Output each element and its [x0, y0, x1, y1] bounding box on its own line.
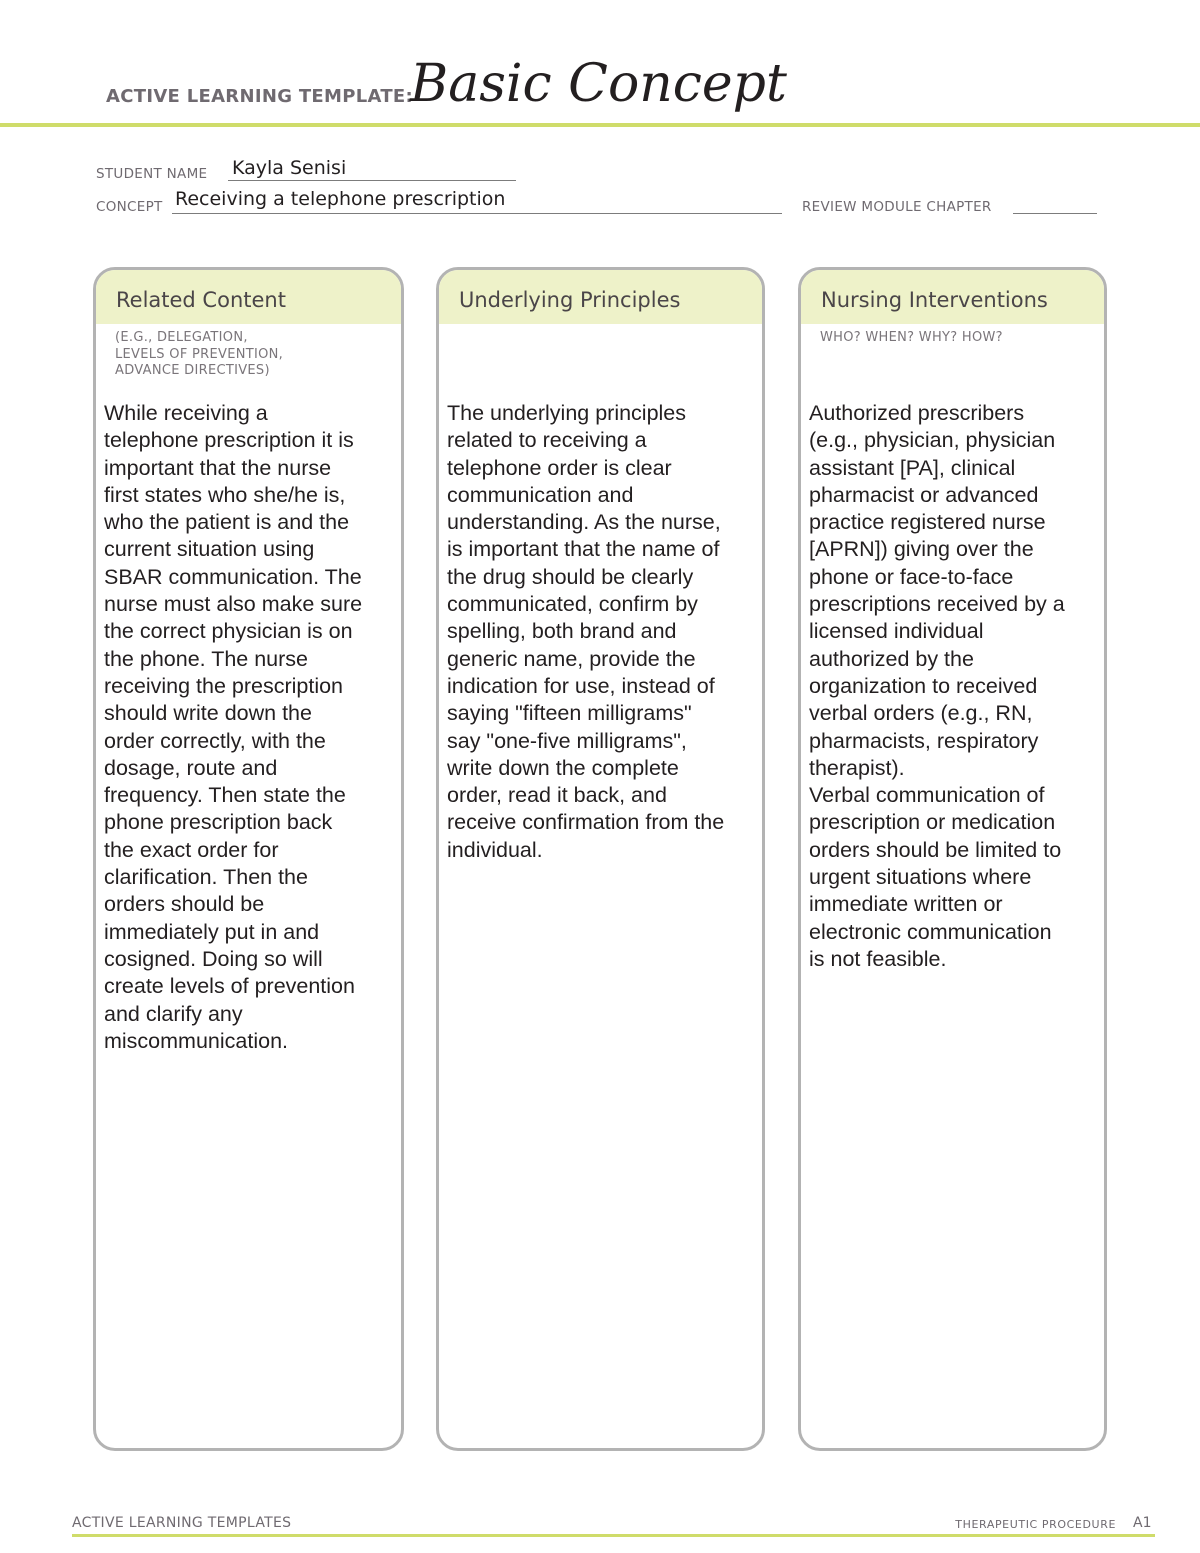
related-content-card — [93, 267, 404, 1451]
review-module-field[interactable] — [1013, 213, 1097, 214]
related-content-text[interactable]: While receiving a telephone prescription it is important that the nurse first states who she/he is, who the patient is and the current situation using SBAR communication. The nurse must also make sure the correct physician is on the phone. The nurse receiving the prescription should write down the order correctly, with the dosage, route and frequency. Then state the phone prescription back the exact order for clarification. Then the orders should be immediately put in and cosigned. Doing so will create levels of prevention and clarify any miscommunication. — [104, 401, 363, 1053]
concept-label: CONCEPT — [96, 199, 163, 215]
footer-page-number: A1 — [1133, 1515, 1152, 1531]
student-name-field[interactable]: Kayla Senisi — [232, 157, 347, 179]
underlying-principles-card — [436, 267, 765, 1451]
student-name-line — [228, 180, 516, 181]
student-name-label: STUDENT NAME — [96, 166, 208, 182]
related-content-hint: (E.G., DELEGATION, LEVELS OF PREVENTION, ADVANCE DIRECTIVES) — [115, 330, 284, 378]
header-divider — [0, 123, 1200, 127]
concept-line — [172, 213, 782, 214]
footer-section-label: THERAPEUTIC PROCEDURE — [955, 1518, 1116, 1531]
nursing-interventions-hint: WHO? WHEN? WHY? HOW? — [820, 330, 1003, 345]
footer-series-label: ACTIVE LEARNING TEMPLATES — [72, 1515, 292, 1531]
related-content-title: Related Content — [96, 270, 401, 324]
review-module-label: REVIEW MODULE CHAPTER — [802, 199, 992, 215]
footer-divider — [72, 1534, 1155, 1537]
nursing-interventions-title: Nursing Interventions — [801, 270, 1104, 324]
page-title: Basic Concept — [410, 54, 787, 114]
nursing-interventions-card — [798, 267, 1107, 1451]
concept-field[interactable]: Receiving a telephone prescription — [175, 188, 506, 210]
template-label: ACTIVE LEARNING TEMPLATE: — [106, 86, 413, 107]
nursing-interventions-text[interactable]: Authorized prescribers (e.g., physician, physician assistant [PA], clinical pharmacist or advanced practice registered nurse [APRN]) giving over the phone or face-to-face prescriptions received by a licensed individual authorized by the organization to received verbal orders (e.g., RN, pharmacists, respiratory therapist). Verbal communication of prescription or medication orders should be limited to urgent situations where immediate written or electronic communication is not feasible. — [809, 401, 1065, 971]
underlying-principles-title: Underlying Principles — [439, 270, 762, 324]
underlying-principles-text[interactable]: The underlying principles related to receiving a telephone order is clear communication and understanding. As the nurse, is important that the name of the drug should be clearly communicated, confirm by spelling, both brand and generic name, provide the indication for use, instead of saying "fifteen milligrams" say "one-five milligrams", write down the complete order, read it back, and receive confirmation from the individual. — [447, 401, 725, 862]
